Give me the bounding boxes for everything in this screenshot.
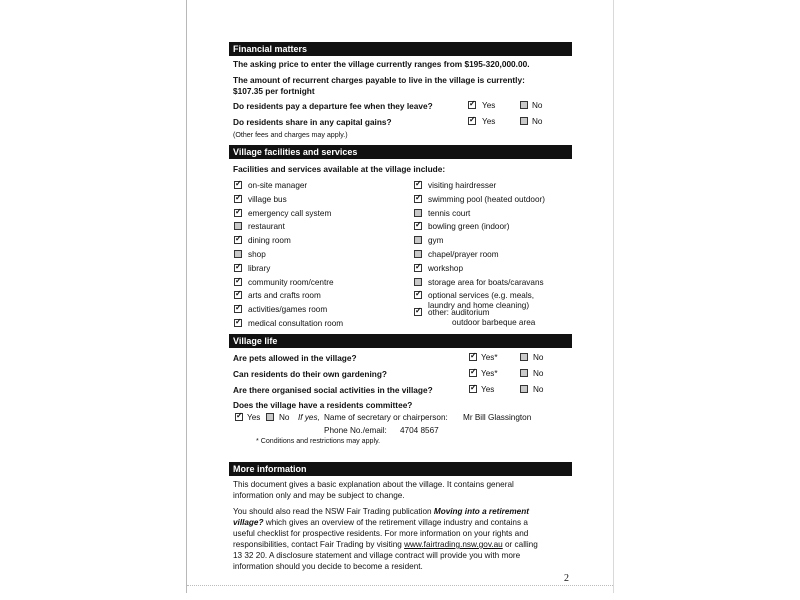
facility-checkbox[interactable] bbox=[234, 291, 242, 299]
departure-no-checkbox[interactable] bbox=[520, 101, 528, 109]
conditions-footnote: * Conditions and restrictions may apply. bbox=[256, 437, 381, 445]
facility-label: village bus bbox=[248, 194, 287, 204]
capital-no-label: No bbox=[532, 117, 543, 126]
village-life-header: Village life bbox=[229, 334, 572, 348]
departure-yes-checkbox[interactable] bbox=[468, 101, 476, 109]
facility-checkbox[interactable] bbox=[414, 236, 422, 244]
facility-label-continued: outdoor barbeque area bbox=[452, 318, 536, 328]
pets-yes-label: Yes* bbox=[481, 353, 498, 362]
facility-label: library bbox=[248, 263, 271, 273]
committee-question: Does the village have a residents committee? bbox=[233, 400, 413, 410]
facility-label: storage area for boats/caravans bbox=[428, 277, 544, 287]
more-info-p2-line3: useful checklist for prospective residents. For more information on your rights and bbox=[233, 529, 529, 538]
social-yes-label: Yes bbox=[481, 385, 495, 394]
social-question: Are there organised social activities in the village? bbox=[233, 385, 433, 395]
capital-yes-label: Yes bbox=[482, 117, 496, 126]
phone-value: 4704 8567 bbox=[400, 426, 439, 435]
facility-label: other: auditorium bbox=[428, 308, 490, 318]
facility-label: emergency call system bbox=[248, 208, 332, 218]
facility-checkbox[interactable] bbox=[414, 222, 422, 230]
facility-checkbox[interactable] bbox=[414, 278, 422, 286]
facility-label-continued: laundry and home cleaning) bbox=[428, 301, 530, 311]
gardening-yes-checkbox[interactable] bbox=[469, 369, 477, 377]
more-info-p2-line5: 13 32 20. A disclosure statement and village contract will provide you with more bbox=[233, 551, 521, 560]
financial-header: Financial matters bbox=[229, 42, 572, 56]
more-info-p1-line2: information only and may be subject to change. bbox=[233, 491, 405, 500]
pets-no-checkbox[interactable] bbox=[520, 353, 528, 361]
facility-label: gym bbox=[428, 236, 444, 246]
facility-label: restaurant bbox=[248, 222, 285, 232]
facility-checkbox[interactable] bbox=[414, 308, 422, 316]
facility-checkbox[interactable] bbox=[234, 236, 242, 244]
facility-label: on-site manager bbox=[248, 181, 308, 190]
secretary-name: Mr Bill Glassington bbox=[463, 413, 532, 422]
facility-label: arts and crafts room bbox=[248, 291, 321, 301]
capital-yes-checkbox[interactable] bbox=[468, 117, 476, 125]
facility-label: bowling green (indoor) bbox=[428, 222, 510, 232]
facility-label: tennis court bbox=[428, 208, 471, 218]
facility-checkbox[interactable] bbox=[414, 195, 422, 203]
more-info-p2-line1: You should also read the NSW Fair Trading publication Moving into a retirement bbox=[233, 507, 529, 516]
document-page bbox=[186, 0, 614, 593]
pets-question: Are pets allowed in the village? bbox=[233, 353, 357, 363]
facility-checkbox[interactable] bbox=[414, 291, 422, 299]
gardening-question: Can residents do their own gardening? bbox=[233, 369, 387, 379]
pets-no-label: No bbox=[533, 353, 544, 362]
recurrent-charges-text: The amount of recurrent charges payable to live in the village is currently: bbox=[233, 75, 525, 85]
fees-note: (Other fees and charges may apply.) bbox=[233, 131, 348, 139]
departure-yes-label: Yes bbox=[482, 101, 496, 110]
facilities-intro: Facilities and services available at the village include: bbox=[233, 164, 446, 174]
facility-label: chapel/prayer room bbox=[428, 250, 499, 259]
more-info-p2-line4: responsibilities, contact Fair Trading by visiting www.fairtrading.nsw.gov.au or calling bbox=[233, 540, 538, 549]
facility-label: medical consultation room bbox=[248, 319, 344, 328]
facility-label: activities/games room bbox=[248, 305, 328, 315]
facility-checkbox[interactable] bbox=[414, 209, 422, 217]
gardening-yes-label: Yes* bbox=[481, 369, 498, 378]
more-info-p1-line1: This document gives a basic explanation about the village. It contains general bbox=[233, 480, 514, 489]
facility-checkbox[interactable] bbox=[234, 181, 242, 189]
committee-yes-label: Yes bbox=[247, 413, 261, 422]
gardening-no-checkbox[interactable] bbox=[520, 369, 528, 377]
facility-label: community room/centre bbox=[248, 277, 334, 287]
more-info-p2-line2: village? which gives an overview of the retirement village industry and contains a bbox=[233, 518, 528, 527]
social-no-label: No bbox=[533, 385, 544, 394]
social-yes-checkbox[interactable] bbox=[469, 385, 477, 393]
facility-checkbox[interactable] bbox=[234, 209, 242, 217]
page-number: 2 bbox=[564, 573, 569, 584]
facility-checkbox[interactable] bbox=[234, 278, 242, 286]
social-no-checkbox[interactable] bbox=[520, 385, 528, 393]
facility-label: optional services (e.g. meals, bbox=[428, 291, 535, 301]
departure-no-label: No bbox=[532, 101, 543, 110]
if-yes-label: If yes, bbox=[298, 413, 320, 422]
facility-checkbox[interactable] bbox=[234, 222, 242, 230]
capital-no-checkbox[interactable] bbox=[520, 117, 528, 125]
facility-label: visiting hairdresser bbox=[428, 181, 497, 190]
recurrent-charges-amount: $107.35 per fortnight bbox=[233, 86, 315, 96]
pets-yes-checkbox[interactable] bbox=[469, 353, 477, 361]
facility-checkbox[interactable] bbox=[414, 264, 422, 272]
facility-label: swimming pool (heated outdoor) bbox=[428, 194, 545, 204]
facility-checkbox[interactable] bbox=[234, 195, 242, 203]
facility-label: dining room bbox=[248, 236, 291, 246]
departure-fee-question: Do residents pay a departure fee when they leave? bbox=[233, 101, 433, 111]
facility-checkbox[interactable] bbox=[414, 181, 422, 189]
secretary-label: Name of secretary or chairperson: bbox=[324, 413, 448, 422]
committee-no-checkbox[interactable] bbox=[266, 413, 274, 421]
facility-checkbox[interactable] bbox=[234, 305, 242, 313]
facility-label: shop bbox=[248, 250, 266, 259]
phone-label: Phone No./email: bbox=[324, 426, 387, 435]
facilities-header: Village facilities and services bbox=[229, 145, 572, 159]
facility-checkbox[interactable] bbox=[414, 250, 422, 258]
facility-checkbox[interactable] bbox=[234, 319, 242, 327]
committee-no-label: No bbox=[279, 413, 290, 422]
asking-price-text: The asking price to enter the village currently ranges from $195-320,000.00. bbox=[233, 59, 530, 69]
more-info-header: More information bbox=[229, 462, 572, 476]
page-footer-rule bbox=[187, 585, 613, 586]
facility-label: workshop bbox=[428, 263, 464, 273]
facility-checkbox[interactable] bbox=[234, 264, 242, 272]
facility-checkbox[interactable] bbox=[234, 250, 242, 258]
committee-yes-checkbox[interactable] bbox=[235, 413, 243, 421]
capital-gains-question: Do residents share in any capital gains? bbox=[233, 117, 392, 127]
gardening-no-label: No bbox=[533, 369, 544, 378]
fair-trading-link[interactable]: www.fairtrading.nsw.gov.au bbox=[404, 540, 503, 549]
more-info-p2-line6: information should you decide to become a resident. bbox=[233, 562, 423, 571]
